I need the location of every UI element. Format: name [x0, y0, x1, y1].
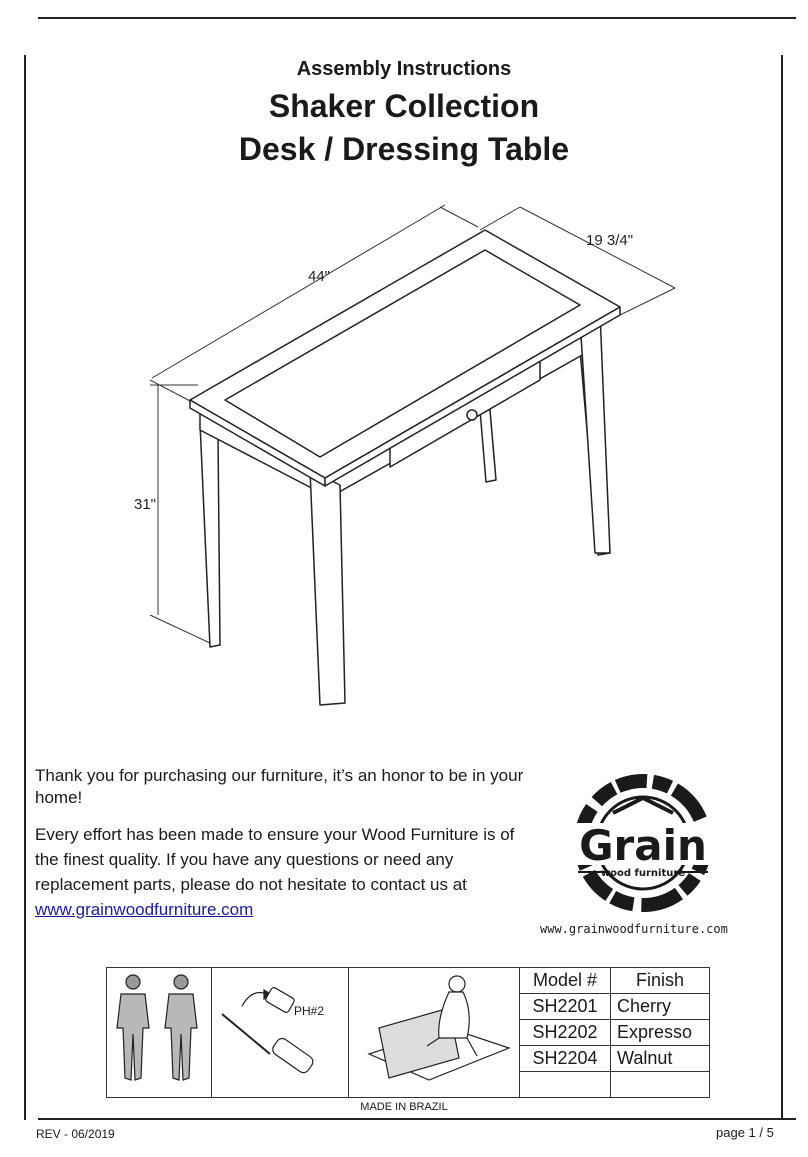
two-person-cell [107, 968, 212, 1098]
grain-logo [558, 768, 728, 918]
document-title: Shaker Collection [268, 88, 540, 124]
quality-text [35, 822, 525, 922]
made-in-label: MADE IN BRAZIL [360, 1101, 448, 1113]
quality-text-body: Every effort has been made to ensure your Wood Furniture is of the finest quality. If you have any questions or need any replacement parts, please do not hesitate to contact us at [35, 825, 515, 894]
thank-you-text: Thank you for purchasing our furniture, it’s an honor to be in your home! [35, 766, 524, 807]
bottom-rule [38, 1118, 796, 1120]
finish-cell: Expresso [611, 1020, 710, 1046]
revision-label: REV - 06/2019 [36, 1127, 115, 1141]
floor-assembly-cell [349, 968, 520, 1098]
model-header: Model # [520, 968, 611, 994]
width-label: 44" [308, 268, 331, 285]
model-cell: SH2201 [520, 994, 611, 1020]
left-rule [24, 55, 26, 1120]
screwdriver-icon [212, 968, 348, 1092]
model-cell-empty [520, 1072, 611, 1098]
finish-cell: Cherry [611, 994, 710, 1020]
model-cell: SH2204 [520, 1046, 611, 1072]
depth-label: 19 3/4" [586, 232, 634, 249]
model-cell: SH2202 [520, 1020, 611, 1046]
finish-header: Finish [611, 968, 710, 994]
logo-brand: Grain [579, 821, 707, 870]
finish-cell: Walnut [611, 1046, 710, 1072]
tool-cell [212, 968, 349, 1098]
tool-label: PH#2 [294, 1004, 325, 1018]
document-subtitle: Assembly Instructions [296, 58, 512, 80]
page-number: page 1 / 5 [716, 1125, 774, 1140]
logo-tagline: wood furniture [600, 868, 686, 879]
finish-cell-empty [611, 1072, 710, 1098]
logo-url: www.grainwoodfurniture.com [540, 922, 728, 936]
floor-assembly-icon [349, 968, 519, 1092]
website-link[interactable]: www.grainwoodfurniture.com [35, 900, 254, 919]
right-rule [781, 55, 783, 1120]
product-name: Desk / Dressing Table [238, 131, 570, 167]
height-label: 31" [134, 496, 157, 513]
desk-illustration [140, 195, 680, 720]
two-person-assembly-icon [107, 968, 211, 1092]
drawer-knob-icon [467, 410, 477, 420]
top-rule [38, 17, 796, 19]
assembly-info-table [106, 967, 710, 1098]
